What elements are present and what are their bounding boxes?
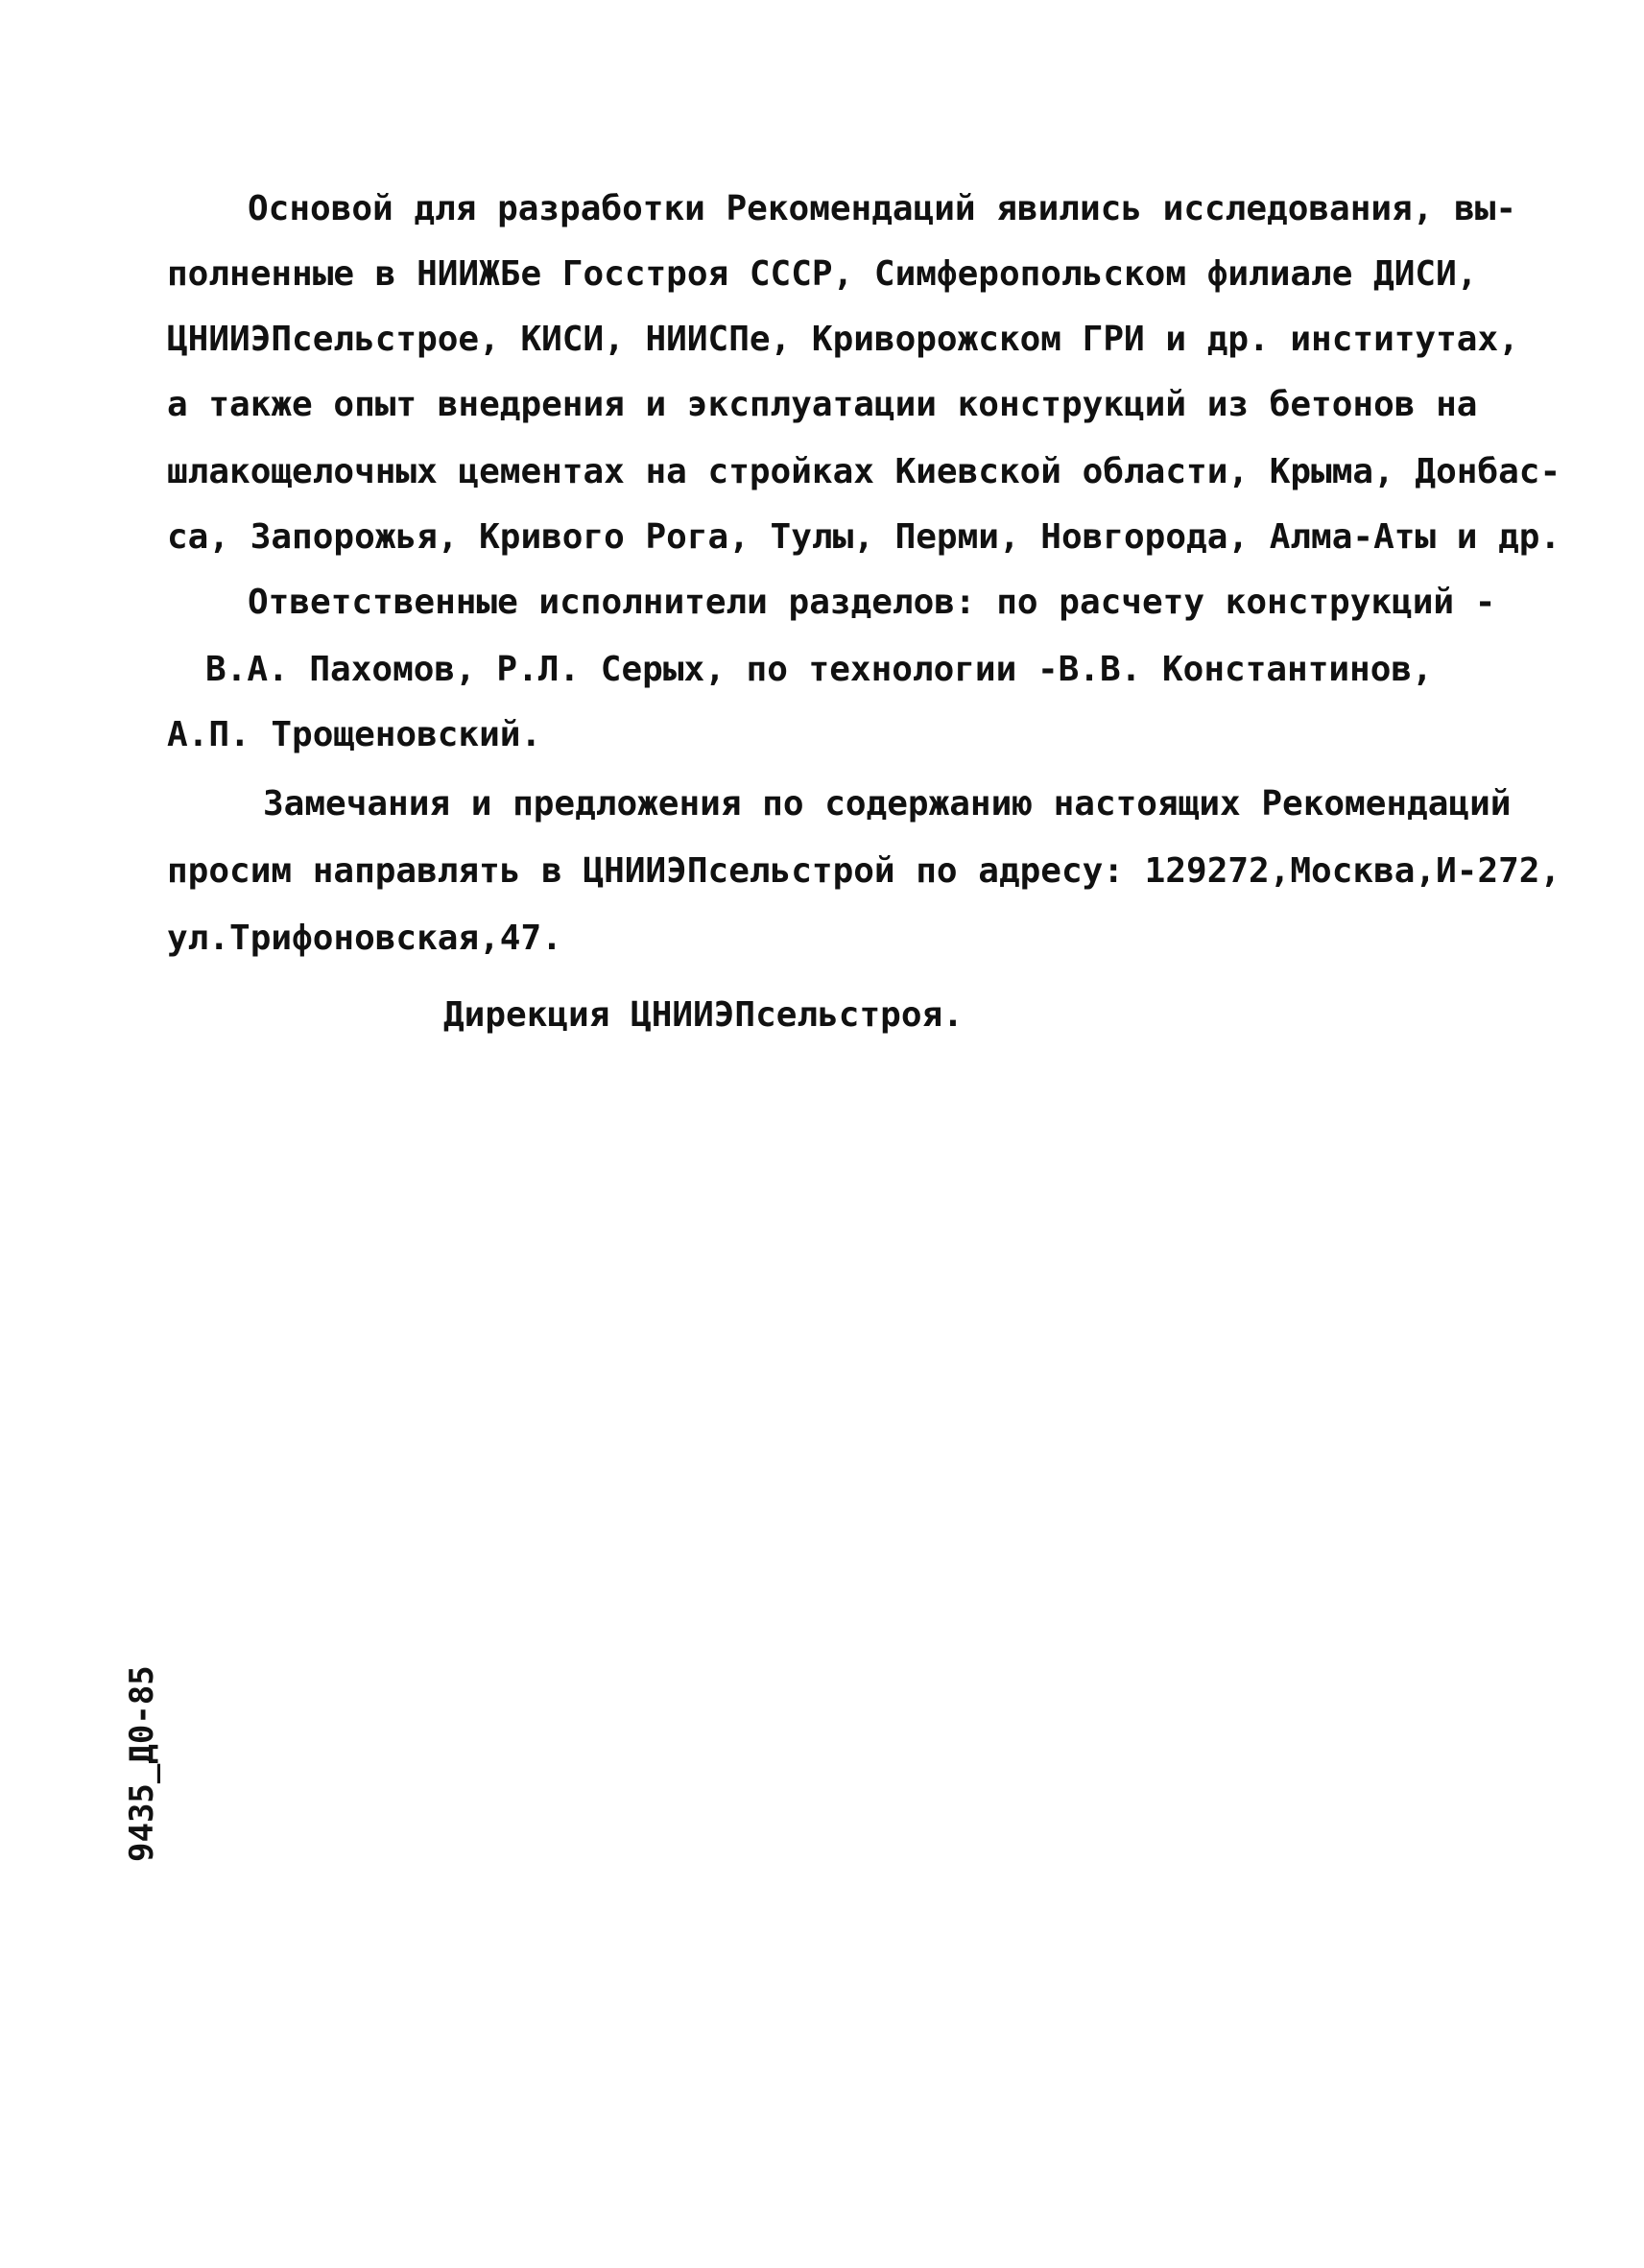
paragraph-1-line-3: ЦНИИЭПсельстрое, КИСИ, НИИСПе, Криворожском ГРИ и др. институтах,	[167, 320, 1519, 359]
document-code: 9435_Д0-85	[123, 1665, 161, 1862]
paragraph-3-line-1: Замечания и предложения по содержанию настоящих Рекомендаций	[263, 784, 1512, 824]
paragraph-1-line-2: полненные в НИИЖБе Госстроя СССР, Симферопольском филиале ДИСИ,	[167, 254, 1478, 294]
paragraph-1-line-5: шлакощелочных цементах на стройках Киевской области, Крыма, Донбас-	[167, 452, 1561, 491]
paragraph-2-line-1: Ответственные исполнители разделов: по расчету конструкций -	[248, 583, 1496, 622]
paragraph-1-line-6: са, Запорожья, Кривого Рога, Тулы, Перми, Новгорода, Алма-Аты и др.	[167, 517, 1561, 557]
paragraph-2-line-2: В.А. Пахомов, Р.Л. Серых, по технологии -В.В. Константинов,	[205, 650, 1433, 689]
paragraph-1-line-1: Основой для разработки Рекомендаций явились исследования, вы-	[248, 189, 1517, 228]
paragraph-1-line-4: а также опыт внедрения и эксплуатации конструкций из бетонов на	[167, 385, 1478, 424]
paragraph-2-line-3: А.П. Трощеновский.	[167, 715, 542, 754]
paragraph-3-line-3: ул.Трифоновская,47.	[167, 919, 562, 958]
paragraph-3-line-2: просим направлять в ЦНИИЭПсельстрой по адресу: 129272,Москва,И-272,	[167, 851, 1561, 891]
signature: Дирекция ЦНИИЭПсельстроя.	[443, 995, 964, 1035]
